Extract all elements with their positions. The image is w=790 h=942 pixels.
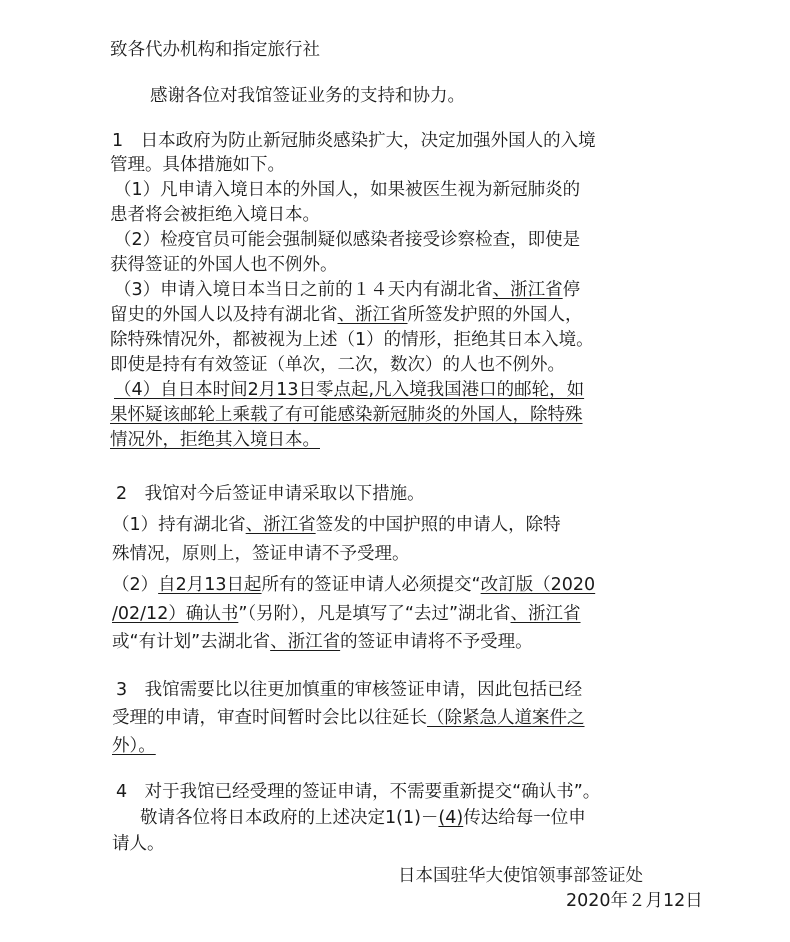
paragraph-line — [140, 810, 586, 828]
list-item-line: 获得签证的外国人也不例外。 — [110, 255, 338, 275]
paragraph-line: 3 我馆需要比以往更加慎重的审核签证申请，因此包括已经 — [116, 680, 583, 700]
underlined-text: (4) — [438, 808, 464, 828]
text-run: 留史的外国人以及持有湖北省 — [110, 305, 338, 325]
list-item-line-underlined: 果怀疑该邮轮上乘载了有可能感染新冠肺炎的外国人，除特殊 — [110, 405, 583, 425]
list-item-line: 除特殊情况外，都被视为上述（1）的情形，拒绝其日本入境。 — [110, 330, 594, 350]
paragraph-line — [112, 710, 585, 728]
list-item-line — [114, 282, 580, 300]
underlined-text: 、浙江省 — [492, 280, 563, 300]
list-item-line-underlined: 情况外，拒绝其入境日本。 — [110, 430, 320, 450]
thanks-line: 感谢各位对我馆签证业务的支持和协力。 — [150, 86, 465, 106]
text-run: ”（另附），凡是填写了“去过”湖北省 — [238, 604, 511, 624]
text-run: 的签证申请将不予受理。 — [340, 632, 533, 652]
paragraph-line: 2 我馆对今后签证申请采取以下措施。 — [116, 484, 425, 504]
underlined-text: 改訂版（2020 — [480, 575, 596, 595]
paragraph-line: 请人。 — [112, 834, 165, 854]
underlined-text: 、浙江省 — [270, 632, 341, 652]
underlined-text: 自2月13日起 — [158, 575, 262, 595]
paragraph-line: 管理。具体措施如下。 — [110, 155, 285, 175]
list-item-line: 患者将会被拒绝入境日本。 — [110, 205, 320, 225]
list-item-line — [110, 307, 583, 325]
list-item-line: （1）凡申请入境日本的外国人，如果被医生视为新冠肺炎的 — [114, 180, 581, 200]
underlined-text: 、浙江省 — [510, 604, 581, 624]
issuing-office: 日本国驻华大使馆领事部签证处 — [398, 866, 643, 886]
text-run: 所签发护照的外国人， — [407, 305, 583, 325]
text-run: 或“有计划”去湖北省 — [112, 632, 271, 652]
list-item-line — [112, 517, 561, 535]
list-item-line — [112, 634, 533, 652]
list-item-line: 殊情况，原则上，签证申请不予受理。 — [112, 544, 410, 564]
list-item-line-underlined: （4）自日本时间2月13日零点起,凡入境我国港口的邮轮，如 — [114, 380, 585, 400]
paragraph-line: 1 日本政府为防止新冠肺炎感染扩大，决定加强外国人的入境 — [112, 131, 596, 151]
text-run: 敬请各位将日本政府的上述决定1(1)－ — [140, 808, 439, 828]
text-run: 所有的签证申请人必须提交“ — [261, 575, 481, 595]
list-item-line: 即使是持有有效签证（单次，二次，数次）的人也不例外。 — [110, 355, 565, 375]
text-run: 签发的中国护照的申请人，除特 — [315, 515, 561, 535]
salutation: 致各代办机构和指定旅行社 — [110, 40, 320, 60]
text-run: （1）持有湖北省 — [112, 515, 246, 535]
text-run: 受理的申请，审查时间暂时会比以往延长 — [112, 708, 427, 728]
underlined-text: 、浙江省 — [245, 515, 316, 535]
text-run: 传达给每一位申 — [463, 808, 586, 828]
paragraph-line-underlined: 外）。 — [112, 736, 156, 756]
list-item-line: （2）检疫官员可能会强制疑似感染者接受诊察检查，即使是 — [114, 230, 581, 250]
underlined-text: /02/12）确认书 — [112, 604, 239, 624]
list-item-line — [112, 577, 595, 595]
underlined-text: （除紧急人道案件之 — [427, 708, 585, 728]
text-run: （2） — [112, 575, 159, 595]
paragraph-line: 4 对于我馆已经受理的签证申请，不需要重新提交“确认书”。 — [116, 782, 601, 802]
list-item-line — [112, 606, 581, 624]
text-run: （3）申请入境日本当日之前的１４天内有湖北省 — [114, 280, 493, 300]
text-run: 停 — [562, 280, 581, 300]
underlined-text: 、浙江省 — [337, 305, 408, 325]
issue-date: 2020年２月12日 — [566, 891, 703, 911]
